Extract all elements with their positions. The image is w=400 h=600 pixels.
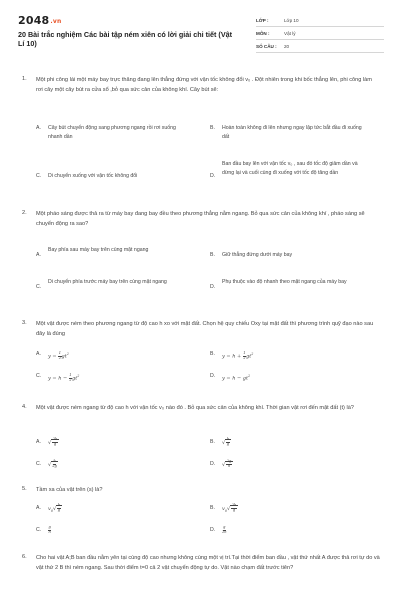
- formula: $\frac{g}{2h}$: [222, 525, 227, 534]
- answer-option-d[interactable]: D. $y = h - gt^2$: [210, 373, 251, 382]
- answer-option-d[interactable]: D. √ $\frac{2g}{h}$: [210, 459, 232, 468]
- formula: $v_0√$ $\frac{2h}{g}$: [222, 503, 237, 513]
- question-text: Tầm xa của vật trên (s) là?: [36, 487, 103, 493]
- question-text: Cho hai vật A;B ban đầu nằm yên tại cùng độ cao nhưng không cùng một vị trí.Tại thời điểm ban đầu , vật thứ nhất A được thả rơi tự do và vật thứ 2 B thì ném ngang. Sau thời điểm t=0 cả 2 vật chuyển động tự do. Vật nào chạm đất trước tiên?: [36, 555, 380, 571]
- question-text: Một vật được ném theo phương ngang từ độ cao h xo với mặt đất. Chọn hệ quy chiếu Oxy tại mặt đất thì phương trình quỹ đạo nào sau đây là đúng: [36, 321, 374, 337]
- answer-option-d[interactable]: D. Ban đầu bay lên với vận tốc v₀ , sau đó tốc độ giảm dần và dừng lại và cuối cùng đi xuống với tốc độ tăng dần: [210, 161, 358, 179]
- formula: √ $\frac{h}{g}$: [222, 437, 230, 446]
- formula: √ $\frac{2h}{g}$: [48, 437, 58, 446]
- meta-table: [256, 14, 384, 53]
- meta-row-subject: MÔN : Vật lý: [256, 27, 384, 40]
- answer-option-c[interactable]: C. Di chuyển phía trước máy bay trên cùng mặt ngang: [36, 279, 167, 290]
- answer-option-c[interactable]: C. Di chuyển xuống với vận tốc không đổi: [36, 173, 138, 179]
- question-text: Một vật được ném ngang từ độ cao h với vận tốc v₀ nào đó . Bỏ qua sức cản của không khí. Thời gian vật rơi đến mặt đất (t) là?: [36, 405, 354, 411]
- meta-row-grade: LỚP : Lớp 10: [256, 14, 384, 27]
- answer-option-d[interactable]: D. Phụ thuộc vào độ nhanh theo mặt ngang của máy bay: [210, 279, 347, 290]
- question-text: Một phi công lái một máy bay trực thăng đang lên thẳng đứng với vận tốc không đổi v₀ . Đột nhiên trong khi bốc thẳng lên, phi công làm rơi cây một cây bút ra cửa sổ ,bỏ qua sức cản của không khí. Cây bút sẽ:: [36, 77, 372, 93]
- formula: √ $\frac{h}{2g}$: [48, 459, 57, 468]
- answer-option-c[interactable]: C. √ $\frac{h}{2g}$: [36, 459, 57, 468]
- site-logo[interactable]: 2048.vn: [18, 14, 62, 27]
- formula: y = h − $\frac{1}{2}$ $gt^2$: [48, 372, 80, 382]
- formula: y = $\frac{1}{2}$ $gt^2$: [48, 350, 69, 360]
- answer-option-c[interactable]: C. $\frac{g}{h}$: [36, 525, 51, 534]
- answer-option-a[interactable]: A. Bay phía sau máy bay trên cùng mặt ngang: [36, 247, 149, 258]
- formula: √ $\frac{2g}{h}$: [222, 459, 232, 468]
- answer-option-d[interactable]: D. $\frac{g}{2h}$: [210, 525, 227, 534]
- answer-option-b[interactable]: B. √ $\frac{h}{g}$: [210, 437, 230, 446]
- meta-row-count: SỐ CÂU : 20: [256, 40, 384, 53]
- question-text: Một pháo sáng được thả ra từ máy bay đang bay đều theo phương thẳng nằm ngang. Bỏ qua sức cản của không khí , pháo sáng sẽ chuyển động ra sao?: [36, 211, 365, 227]
- answer-option-a[interactable]: A. √ $\frac{2h}{g}$: [36, 437, 58, 446]
- answer-option-b[interactable]: B. Hoàn toàn không đi lên nhưng ngay lập tức bắt đầu đi xuống dất: [210, 125, 362, 140]
- answer-option-a[interactable]: A. y = $\frac{1}{2}$ $gt^2$: [36, 350, 69, 360]
- document-title: 20 Bài trắc nghiệm Các bài tập ném xiên có lời giải chi tiết (Vật Lí 10): [18, 30, 233, 48]
- answer-option-a[interactable]: A. $v_0√$ $\frac{h}{g}$: [36, 504, 62, 515]
- answer-option-c[interactable]: C. y = h − $\frac{1}{2}$ $gt^2$: [36, 372, 80, 382]
- answer-option-b[interactable]: B. Giữ thẳng đứng dưới máy bay: [210, 252, 293, 258]
- formula: y = h + $\frac{1}{2}$ $gt^2$: [222, 350, 254, 360]
- formula: $y = h - gt^2$: [222, 374, 251, 382]
- formula: $\frac{g}{h}$: [48, 525, 51, 534]
- answer-option-b[interactable]: B. y = h + $\frac{1}{2}$ $gt^2$: [210, 350, 254, 360]
- answer-option-a[interactable]: A. Cây bút chuyển động sang phương ngang rồi rơi xuống nhanh dần: [36, 125, 176, 140]
- formula: $v_0√$ $\frac{h}{g}$: [48, 503, 61, 513]
- answer-option-b[interactable]: B. $v_0√$ $\frac{2h}{g}$: [210, 504, 238, 515]
